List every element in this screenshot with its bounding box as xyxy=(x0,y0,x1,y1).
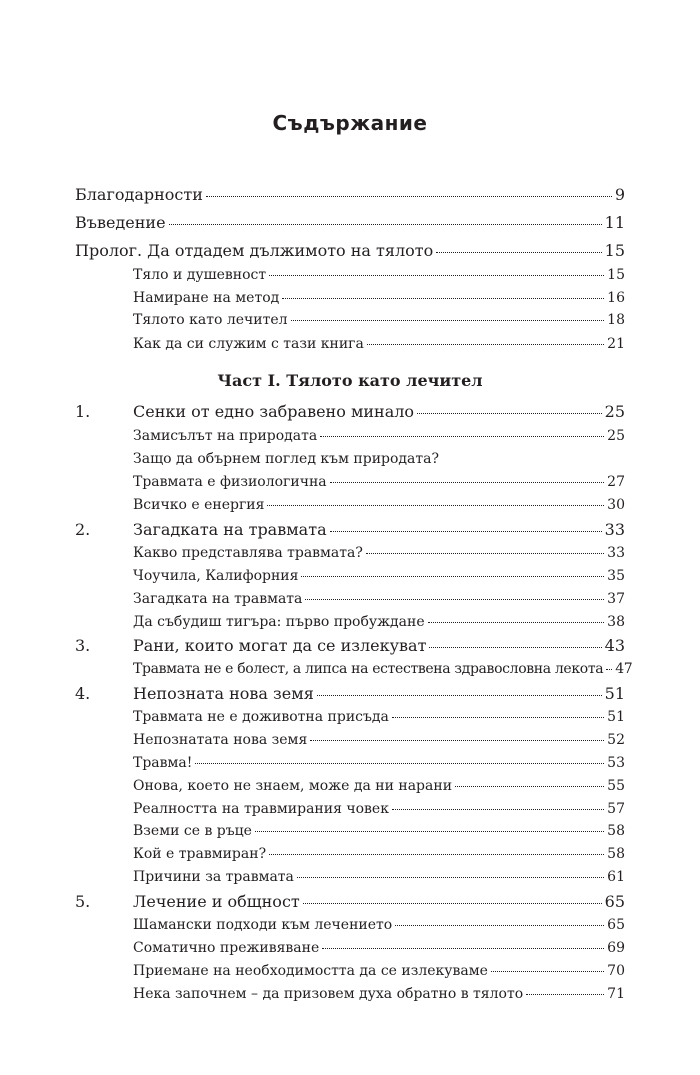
toc-subentry-title: Нека започнем – да призовем духа обратно в тялото xyxy=(133,986,524,1002)
toc-entry-page: 15 xyxy=(604,241,625,260)
dot-leader xyxy=(428,622,605,623)
dot-leader xyxy=(606,669,612,670)
toc-subentry-title: Онова, което не знаем, може да ни нарани xyxy=(133,778,453,794)
toc-subentry-title: Приемане на необходимостта да се излекуваме xyxy=(133,963,488,979)
toc-subentry-title: Замисълът на природата xyxy=(133,428,318,444)
toc-subentry[interactable] xyxy=(133,823,625,839)
toc-subentry-title: Причини за травмата xyxy=(133,869,294,885)
part-heading: Част I. Тялото като лечител xyxy=(217,371,483,390)
toc-subentry[interactable] xyxy=(133,801,625,817)
toc-subentry-page: 52 xyxy=(607,732,625,748)
toc-subentry-page: 33 xyxy=(607,545,625,561)
toc-chapter[interactable] xyxy=(75,520,625,539)
dot-leader xyxy=(330,482,605,483)
toc-subentry-title: Травмата не е доживотна присъда xyxy=(133,709,389,725)
toc-subentry[interactable] xyxy=(133,497,625,513)
dot-leader xyxy=(526,994,604,995)
toc-subentry-page: 57 xyxy=(607,801,625,817)
dot-leader xyxy=(291,320,605,321)
toc-subentry[interactable] xyxy=(133,917,625,933)
toc-subentry-page: 61 xyxy=(607,869,625,885)
toc-subentry-page: 25 xyxy=(607,428,625,444)
dot-leader xyxy=(392,717,604,718)
toc-entry-page: 11 xyxy=(604,213,625,232)
toc-subentry-title: Загадката на травмата xyxy=(133,591,303,607)
toc-subentry-page: 30 xyxy=(607,497,625,513)
toc-subentry[interactable] xyxy=(133,267,625,283)
dot-leader xyxy=(310,740,604,741)
dot-leader xyxy=(169,224,602,225)
toc-subentry-title: Намиране на метод xyxy=(133,290,280,306)
toc-subentry-title: Тяло и душевност xyxy=(133,267,267,283)
toc-subentry-page: 71 xyxy=(607,986,625,1002)
chapter-title: Сенки от едно забравено минало xyxy=(133,402,415,421)
toc-subentry[interactable] xyxy=(133,545,625,561)
dot-leader xyxy=(267,505,604,506)
toc-subentry-page: 58 xyxy=(607,846,625,862)
chapter-title: Лечение и общност xyxy=(133,892,300,911)
toc-subentry[interactable] xyxy=(133,778,625,794)
toc-subentry[interactable] xyxy=(133,451,625,467)
chapter-page: 51 xyxy=(604,684,625,703)
toc-subentry-title: Травма! xyxy=(133,755,193,771)
chapter-page: 25 xyxy=(604,402,625,421)
toc-chapter[interactable] xyxy=(75,402,625,421)
toc-subentry[interactable] xyxy=(133,290,625,306)
dot-leader xyxy=(297,877,604,878)
dot-leader xyxy=(392,809,604,810)
dot-leader xyxy=(195,763,604,764)
chapter-page: 65 xyxy=(604,892,625,911)
dot-leader xyxy=(322,948,604,949)
toc-chapter[interactable] xyxy=(75,684,625,703)
dot-leader xyxy=(269,854,604,855)
chapter-page: 43 xyxy=(604,636,625,655)
toc-subentry-title: Соматично преживяване xyxy=(133,940,320,956)
toc-subentry-page: 55 xyxy=(607,778,625,794)
toc-subentry-page: 69 xyxy=(607,940,625,956)
toc-subentry-page: 35 xyxy=(607,568,625,584)
toc-subentry-title: Реалността на травмирания човек xyxy=(133,801,389,817)
toc-subentry-page: 37 xyxy=(607,591,625,607)
chapter-number: 1. xyxy=(75,402,91,421)
toc-subentry[interactable] xyxy=(133,428,625,444)
toc-subentry-title: Защо да обърнем поглед към природата? xyxy=(133,451,439,467)
toc-subentry[interactable] xyxy=(133,940,625,956)
toc-subentry-page: 65 xyxy=(607,917,625,933)
dot-leader xyxy=(330,531,602,532)
toc-subentry-page: 70 xyxy=(607,963,625,979)
toc-subentry-title: Чоучила, Калифорния xyxy=(133,568,299,584)
chapter-page: 33 xyxy=(604,520,625,539)
chapter-title: Непозната нова земя xyxy=(133,684,314,703)
chapter-title: Загадката на травмата xyxy=(133,520,327,539)
toc-subentry[interactable] xyxy=(133,312,625,328)
toc-subentry-page: 21 xyxy=(607,336,625,352)
dot-leader xyxy=(255,831,604,832)
toc-entry[interactable] xyxy=(75,185,625,204)
toc-subentry-title: Как да си служим с тази книга xyxy=(133,336,364,352)
chapter-number: 3. xyxy=(75,636,91,655)
chapter-number: 2. xyxy=(75,520,91,539)
dot-leader xyxy=(206,196,612,197)
toc-subentry-title: Травмата е физиологична xyxy=(133,474,327,490)
toc-subentry[interactable] xyxy=(133,846,625,862)
toc-subentry-title: Всичко е енергия xyxy=(133,497,265,513)
toc-subentry-page: 38 xyxy=(607,614,625,630)
toc-chapter[interactable] xyxy=(75,892,625,911)
toc-subentry-page: 15 xyxy=(607,267,625,283)
dot-leader xyxy=(367,344,604,345)
page-title: Съдържание xyxy=(272,111,428,135)
toc-subentry[interactable] xyxy=(133,986,625,1002)
toc-subentry[interactable] xyxy=(133,661,633,677)
toc-subentry-page: 58 xyxy=(607,823,625,839)
dot-leader xyxy=(366,553,604,554)
toc-subentry-title: Вземи се в ръце xyxy=(133,823,252,839)
toc-subentry-title: Непознатата нова земя xyxy=(133,732,308,748)
toc-subentry-page: 47 xyxy=(615,661,633,677)
toc-subentry[interactable] xyxy=(133,474,625,490)
dot-leader xyxy=(491,971,604,972)
toc-subentry[interactable] xyxy=(133,869,625,885)
toc-subentry-title: Да събудиш тигъра: първо пробуждане xyxy=(133,614,425,630)
toc-entry[interactable] xyxy=(75,213,625,232)
toc-subentry-page: 18 xyxy=(607,312,625,328)
dot-leader xyxy=(269,275,604,276)
dot-leader xyxy=(455,786,604,787)
dot-leader xyxy=(436,252,601,253)
toc-subentry-title: Какво представлява травмата? xyxy=(133,545,363,561)
dot-leader xyxy=(305,599,604,600)
toc-subentry-title: Травмата не е болест, а липса на естествена здравословна лекота xyxy=(133,661,604,677)
chapter-number: 5. xyxy=(75,892,91,911)
toc-subentry-page: 53 xyxy=(607,755,625,771)
toc-subentry[interactable] xyxy=(133,336,625,352)
toc-subentry[interactable] xyxy=(133,709,625,725)
toc-subentry-page: 27 xyxy=(607,474,625,490)
dot-leader xyxy=(320,436,604,437)
dot-leader xyxy=(301,576,604,577)
dot-leader xyxy=(429,647,601,648)
dot-leader xyxy=(395,925,604,926)
toc-subentry[interactable] xyxy=(133,732,625,748)
toc-subentry-title: Шамански подходи към лечението xyxy=(133,917,393,933)
toc-chapter[interactable] xyxy=(75,636,625,655)
dot-leader xyxy=(282,298,604,299)
toc-subentry-page: 51 xyxy=(607,709,625,725)
toc-subentry[interactable] xyxy=(133,963,625,979)
toc-subentry-title: Тялото като лечител xyxy=(133,312,288,328)
dot-leader xyxy=(303,903,602,904)
toc-entry-title: Пролог. Да отдадем дължимото на тялото xyxy=(75,241,434,260)
toc-subentry[interactable] xyxy=(133,591,625,607)
toc-entry[interactable] xyxy=(75,241,625,260)
dot-leader xyxy=(417,413,602,414)
toc-entry-title: Въведение xyxy=(75,213,166,232)
toc-entry-title: Благодарности xyxy=(75,185,203,204)
toc-subentry[interactable] xyxy=(133,755,625,771)
toc-subentry[interactable] xyxy=(133,614,625,630)
chapter-title: Рани, които могат да се излекуват xyxy=(133,636,427,655)
dot-leader xyxy=(317,695,602,696)
toc-subentry-page: 16 xyxy=(607,290,625,306)
toc-subentry-title: Кой е травмиран? xyxy=(133,846,267,862)
toc-subentry[interactable] xyxy=(133,568,625,584)
chapter-number: 4. xyxy=(75,684,91,703)
toc-entry-page: 9 xyxy=(614,185,625,204)
